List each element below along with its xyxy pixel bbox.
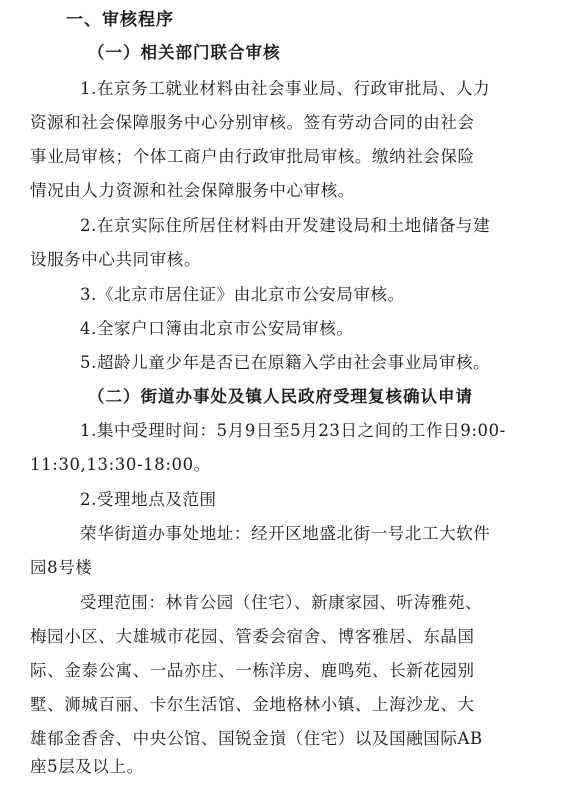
item-3: 3.《北京市居住证》由北京市公安局审核。 [80, 285, 405, 304]
section-heading: 一、审核程序 [66, 10, 174, 30]
place-item: 2.受理地点及范围 [80, 490, 217, 509]
item-2-line-1: 2.在京实际住所居住材料由开发建设局和土地储备与建 [80, 216, 491, 235]
item-4: 4.全家户口簿由北京市公安局审核。 [80, 319, 354, 338]
item-1-line-4: 情况由人力资源和社会保障服务中心审核。 [30, 181, 355, 200]
item-1-line-3: 事业局审核；个体工商户由行政审批局审核。缴纳社会保险 [30, 147, 475, 166]
time-item-line-2: 11:30,13:30-18:00。 [30, 455, 211, 474]
subsection-2-heading: （二）街道办事处及镇人民政府受理复核确认申请 [88, 387, 473, 406]
item-5: 5.超龄儿童少年是否已在原籍入学由社会事业局审核。 [80, 353, 491, 372]
time-item-line-1: 1.集中受理时间：5月9日至5月23日之间的工作日9:00- [80, 421, 506, 440]
scope-line-3: 际、金泰公寓、一品亦庄、一栋洋房、鹿鸣苑、长新花园别 [30, 661, 475, 680]
scope-line-5: 雄郁金香舍、中央公馆、国锐金嵿（住宅）以及国融国际AB [30, 729, 483, 748]
item-1-line-1: 1.在京务工就业材料由社会事业局、行政审批局、人力 [80, 79, 491, 98]
scope-line-1: 受理范围：林肯公园（住宅）、新康家园、听涛雅苑、 [80, 593, 483, 612]
address-line-1: 荣华街道办事处地址：经开区地盛北街一号北工大软件 [80, 524, 491, 543]
scope-line-4: 墅、浉城百丽、卡尔生活馆、金地格林小镇、上海沙龙、大 [30, 695, 475, 714]
scope-line-2: 梅园小区、大雄城市花园、管委会宿舍、博客雅居、东晶国 [30, 627, 475, 646]
item-1-line-2: 资源和社会保障服务中心分别审核。签有劳动合同的由社会 [30, 113, 475, 132]
address-line-2: 园8号楼 [30, 558, 93, 577]
scope-line-6: 座5层及以上。 [30, 757, 144, 776]
subsection-1-heading: （一）相关部门联合审核 [88, 43, 281, 62]
item-2-line-2: 设服务中心共同审核。 [30, 250, 201, 269]
